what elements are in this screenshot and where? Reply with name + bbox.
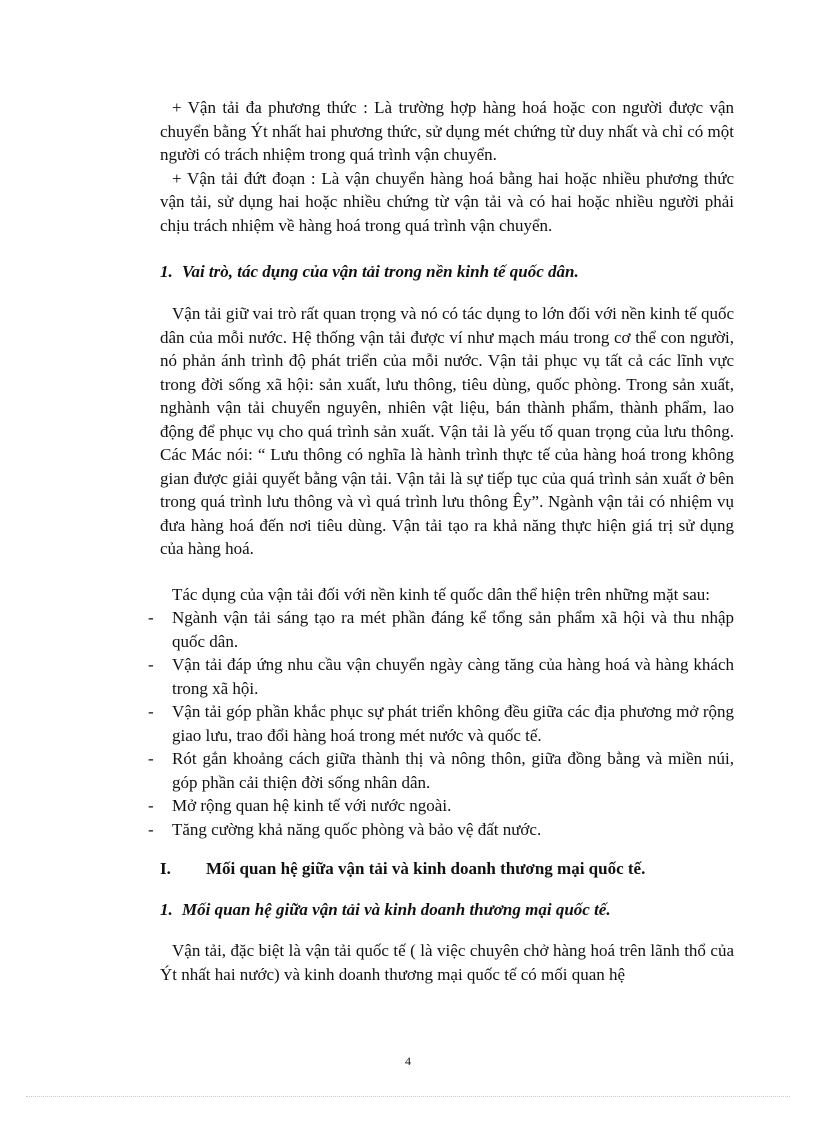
list-item <box>148 794 734 818</box>
heading-text: Mối quan hệ giữa vận tải và kinh doanh thương mại quốc tế. <box>206 859 646 878</box>
paragraph-segmented-transport: + Vận tải đứt đoạn : Là vận chuyển hàng hoá bằng hai hoặc nhiều phương thức vận tải, sử dụng hai hoặc nhiều chứng từ vận tải và có hai hoặc nhiều người phải chịu trách nhiệm về hàng hoá trong quá trình vận chuyển. <box>160 168 734 235</box>
list-item-text: Vận tải góp phần khắc phục sự phát triển không đều giữa các địa phương mở rộng giao lưu, trao đổi hàng hoá trong mét nước và quốc tế. <box>172 702 734 745</box>
list-item-text: Vận tải đáp ứng nhu cầu vận chuyển ngày càng tăng của hàng hoá và hàng khách trong xã hội. <box>172 655 734 698</box>
heading-number: I. <box>160 859 171 878</box>
list-item-text: Ngành vận tải sáng tạo ra mét phần đáng kể tổng sản phẩm xã hội và thu nhập quốc dân. <box>172 608 734 651</box>
page-content <box>148 96 734 986</box>
list-item <box>148 606 734 653</box>
section-heading-role-of-transport <box>160 262 734 282</box>
heading-number: 1. <box>160 262 173 281</box>
list-item <box>148 747 734 794</box>
page-bottom-divider <box>26 1096 790 1097</box>
paragraph-relationship-body: Vận tải, đặc biệt là vận tải quốc tế ( là việc chuyên chở hàng hoá trên lãnh thổ của Ýt nhất hai nước) và kinh doanh thương mại quốc tế có mối quan hệ <box>160 941 734 984</box>
effects-list <box>148 606 734 841</box>
section-heading-relationship <box>160 859 734 879</box>
paragraph-multimodal-transport: + Vận tải đa phương thức : Là trường hợp hàng hoá hoặc con người được vận chuyển bằng Ýt nhất hai phương thức, sử dụng mét chứng từ duy nhất và chỉ có một người có trách nhiệm trong quá trình vận chuyển. <box>160 98 734 164</box>
list-marker: - <box>148 796 154 815</box>
list-marker: - <box>148 655 154 674</box>
heading-text: Vai trò, tác dụng của vận tải trong nền kinh tế quốc dân. <box>182 262 579 281</box>
heading-text: Mối quan hệ giữa vận tải và kinh doanh thương mại quốc tế. <box>182 900 611 919</box>
list-marker: - <box>148 702 154 721</box>
subsection-heading-relationship <box>160 900 734 920</box>
list-item <box>148 653 734 700</box>
list-item <box>148 818 734 842</box>
list-marker: - <box>148 749 154 768</box>
list-item-text: Rót gắn khoảng cách giữa thành thị và nông thôn, giữa đồng bằng và miền núi, góp phần cải thiện đời sống nhân dân. <box>172 749 734 792</box>
paragraph-role-body: Vận tải giữ vai trò rất quan trọng và nó có tác dụng to lớn đối với nền kinh tế quốc dân của mỗi nước. Hệ thống vận tải được ví như mạch máu trong cơ thể con người, nó phản ánh trình độ phát triển của mỗi nước. Vận tải phục vụ tất cả các lĩnh vực trong đời sống xã hội: sản xuất, lưu thông, tiêu dùng, quốc phòng. Trong sản xuất, nghành vận tải chuyển nguyên, nhiên vật liệu, bán thành phẩm, thành phẩm, lao động để phục vụ cho quá trình sản xuất. Vận tải là yếu tố quan trọng của lưu thông. Các Mác nói: “ Lưu thông có nghĩa là hành trình thực tế của hàng hoá trong không gian được giải quyết bằng vận tải. Vận tải là sự tiếp tục của quá trình sản xuất ở bên trong quá trình lưu thông và vì quá trình lưu thông Êy”. Ngành vận tải có nhiệm vụ đưa hàng hoá đến nơi tiêu dùng. Vận tải tạo ra khả năng thực hiện giá trị sử dụng của hàng hoá. <box>160 304 734 558</box>
list-item-text: Tăng cường khả năng quốc phòng và bảo vệ đất nước. <box>172 819 542 839</box>
list-marker: - <box>148 819 154 839</box>
list-marker: - <box>148 608 154 627</box>
list-item-text: Mở rộng quan hệ kinh tế với nước ngoài. <box>172 796 452 815</box>
list-item <box>148 700 734 747</box>
heading-number: 1. <box>160 900 173 919</box>
paragraph-effects-intro: Tác dụng của vận tải đối với nền kinh tế quốc dân thể hiện trên những mặt sau: <box>172 584 710 604</box>
page-number: 4 <box>405 1054 411 1068</box>
